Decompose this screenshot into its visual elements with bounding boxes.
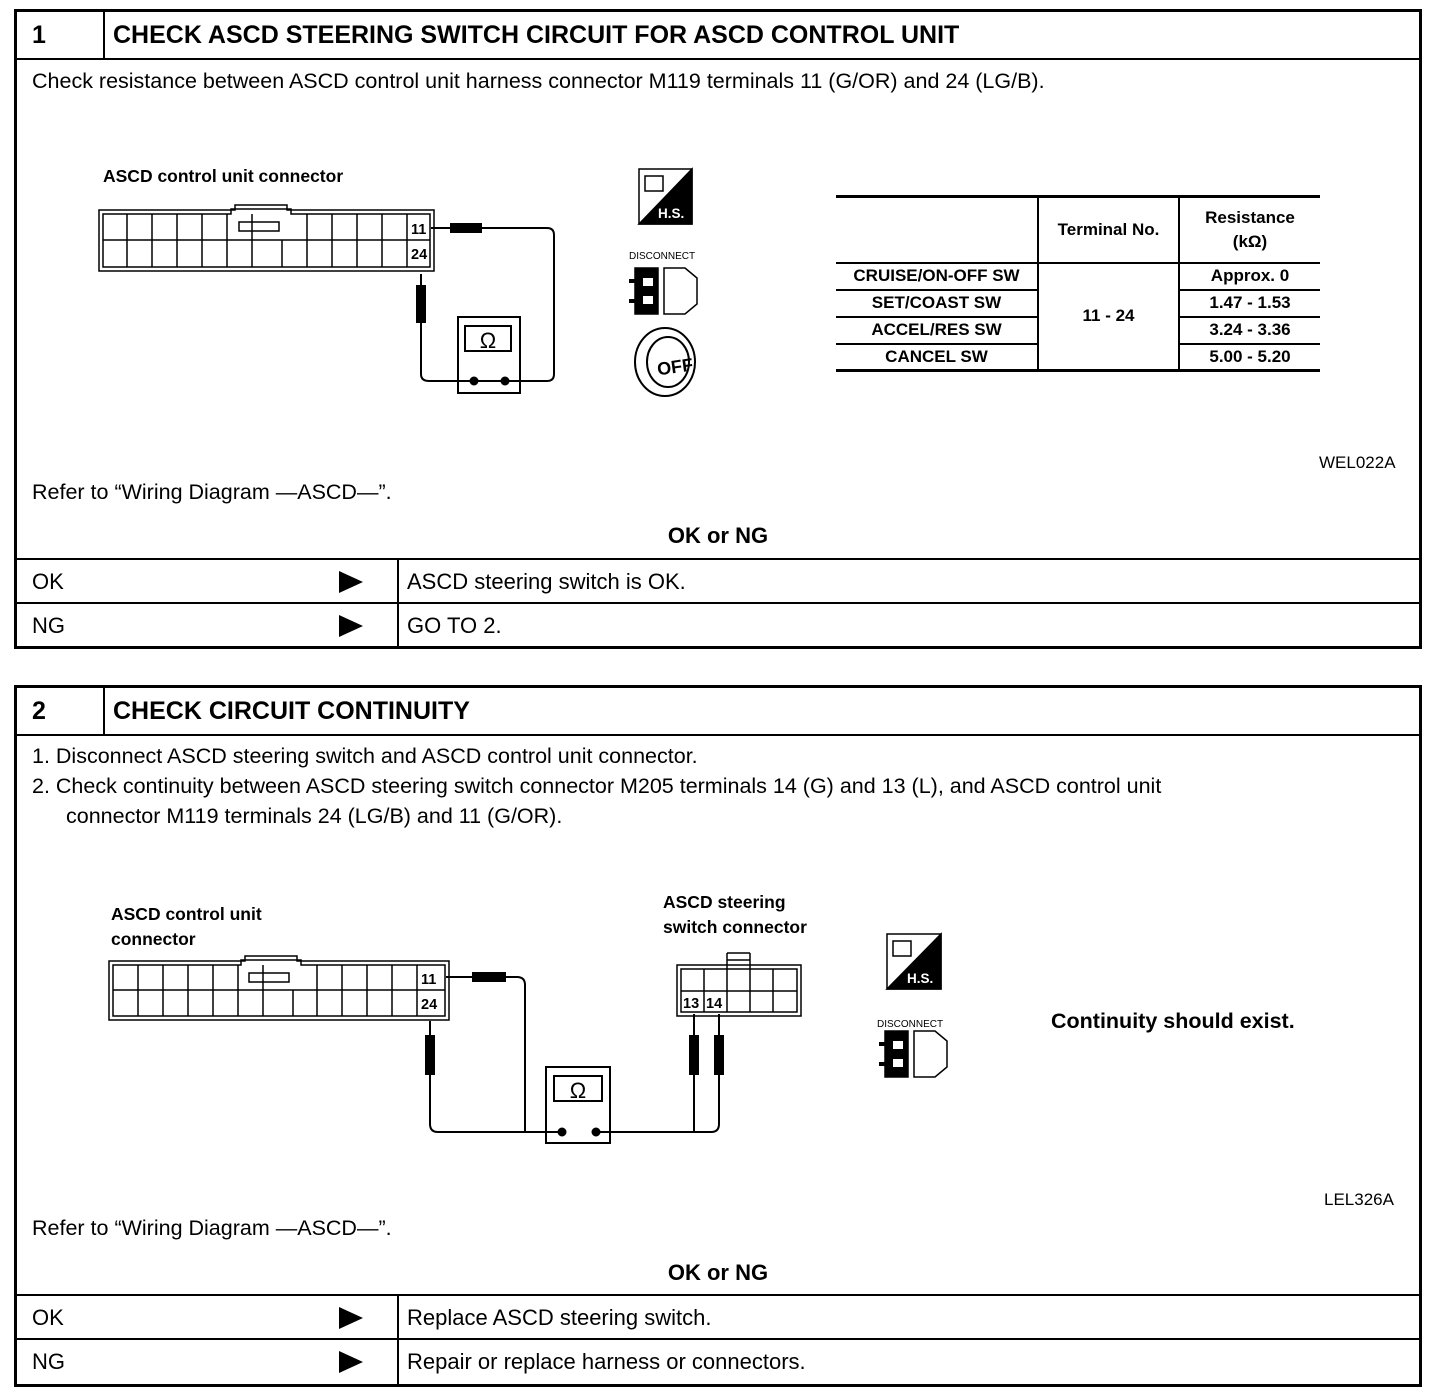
continuity-note: Continuity should exist. — [1051, 1009, 1295, 1033]
connector-label: ASCD control unit connector — [103, 166, 344, 186]
resistance-table — [836, 195, 1320, 372]
control-unit-connector — [99, 205, 434, 271]
switch-connector-label-2: switch connector — [663, 917, 807, 937]
arrow-right-icon — [339, 571, 363, 593]
arrow-right-icon — [339, 615, 363, 637]
table-header-resistance: Resistance (kΩ) — [1205, 207, 1295, 251]
ohm-symbol: Ω — [479, 328, 497, 353]
step-number: 1 — [17, 12, 105, 58]
ok-or-ng: OK or NG — [667, 523, 769, 548]
control-unit-label: ASCD control unit — [111, 904, 262, 924]
hs-label: H.S. — [658, 206, 685, 221]
figure-code: WEL022A — [1319, 453, 1396, 472]
terminal-value: 11 - 24 — [1038, 263, 1179, 371]
pin-13: 13 — [683, 996, 700, 1012]
table-row: ACCEL/RES SW 3.24 - 3.36 — [836, 317, 1320, 344]
refer-text: Refer to “Wiring Diagram —ASCD—”. — [32, 1216, 392, 1240]
table-row: CANCEL SW 5.00 - 5.20 — [836, 344, 1320, 371]
probe-wires — [426, 973, 723, 1132]
step-2-box — [14, 685, 1422, 1387]
step-title: CHECK ASCD STEERING SWITCH CIRCUIT FOR ASCD CONTROL UNIT — [113, 21, 960, 49]
result-row-ok: OK ASCD steering switch is OK. — [17, 558, 1419, 604]
figure-code: LEL326A — [1324, 1190, 1394, 1209]
control-unit-connector — [109, 956, 449, 1020]
table-row: CRUISE/ON-OFF SW 11 - 24 Approx. 0 — [836, 263, 1320, 290]
figure-continuity-check — [17, 688, 1419, 1208]
arrow-right-icon — [339, 1307, 363, 1329]
instruction-2-cont: connector M119 terminals 24 (LG/B) and 11 (G/OR). — [66, 804, 563, 828]
hs-label: H.S. — [907, 971, 934, 986]
step-title: CHECK CIRCUIT CONTINUITY — [113, 697, 470, 725]
instruction-text: Check resistance between ASCD control unit harness connector M119 terminals 11 (G/OR) and 24 (LG/B). — [32, 69, 1045, 93]
disconnect-label: DISCONNECT — [629, 251, 696, 262]
table-header-terminal: Terminal No. — [1038, 197, 1179, 263]
ok-or-ng: OK or NG — [667, 1260, 769, 1285]
pin-24: 24 — [421, 997, 438, 1013]
instruction-1: 1. Disconnect ASCD steering switch and ASCD control unit connector. — [32, 744, 698, 768]
disconnect-icon — [629, 268, 697, 314]
disconnect-label: DISCONNECT — [877, 1019, 944, 1030]
switch-connector-label: ASCD steering — [663, 892, 786, 912]
instruction-2: 2. Check continuity between ASCD steering switch connector M205 terminals 14 (G) and 13 (L), and ASCD control unit — [32, 774, 1162, 798]
control-unit-label-2: connector — [111, 929, 196, 949]
ohm-symbol: Ω — [569, 1078, 587, 1103]
disconnect-icon — [879, 1031, 947, 1077]
pin-11: 11 — [421, 972, 437, 988]
table-header-blank — [836, 197, 1038, 263]
table-row: SET/COAST SW 1.47 - 1.53 — [836, 290, 1320, 317]
pin-11: 11 — [411, 222, 427, 238]
result-row-ok: OK Replace ASCD steering switch. — [17, 1294, 1419, 1340]
arrow-right-icon — [339, 1351, 363, 1373]
result-row-ng: NG Repair or replace harness or connectors. — [17, 1338, 1419, 1384]
pin-24: 24 — [411, 247, 428, 263]
refer-text: Refer to “Wiring Diagram —ASCD—”. — [32, 480, 392, 504]
step-number: 2 — [17, 688, 105, 734]
result-row-ng: NG GO TO 2. — [17, 602, 1419, 648]
probe-wires — [417, 224, 554, 381]
off-label: OFF — [655, 354, 695, 380]
pin-14: 14 — [706, 996, 723, 1012]
step-1-box — [14, 9, 1422, 649]
